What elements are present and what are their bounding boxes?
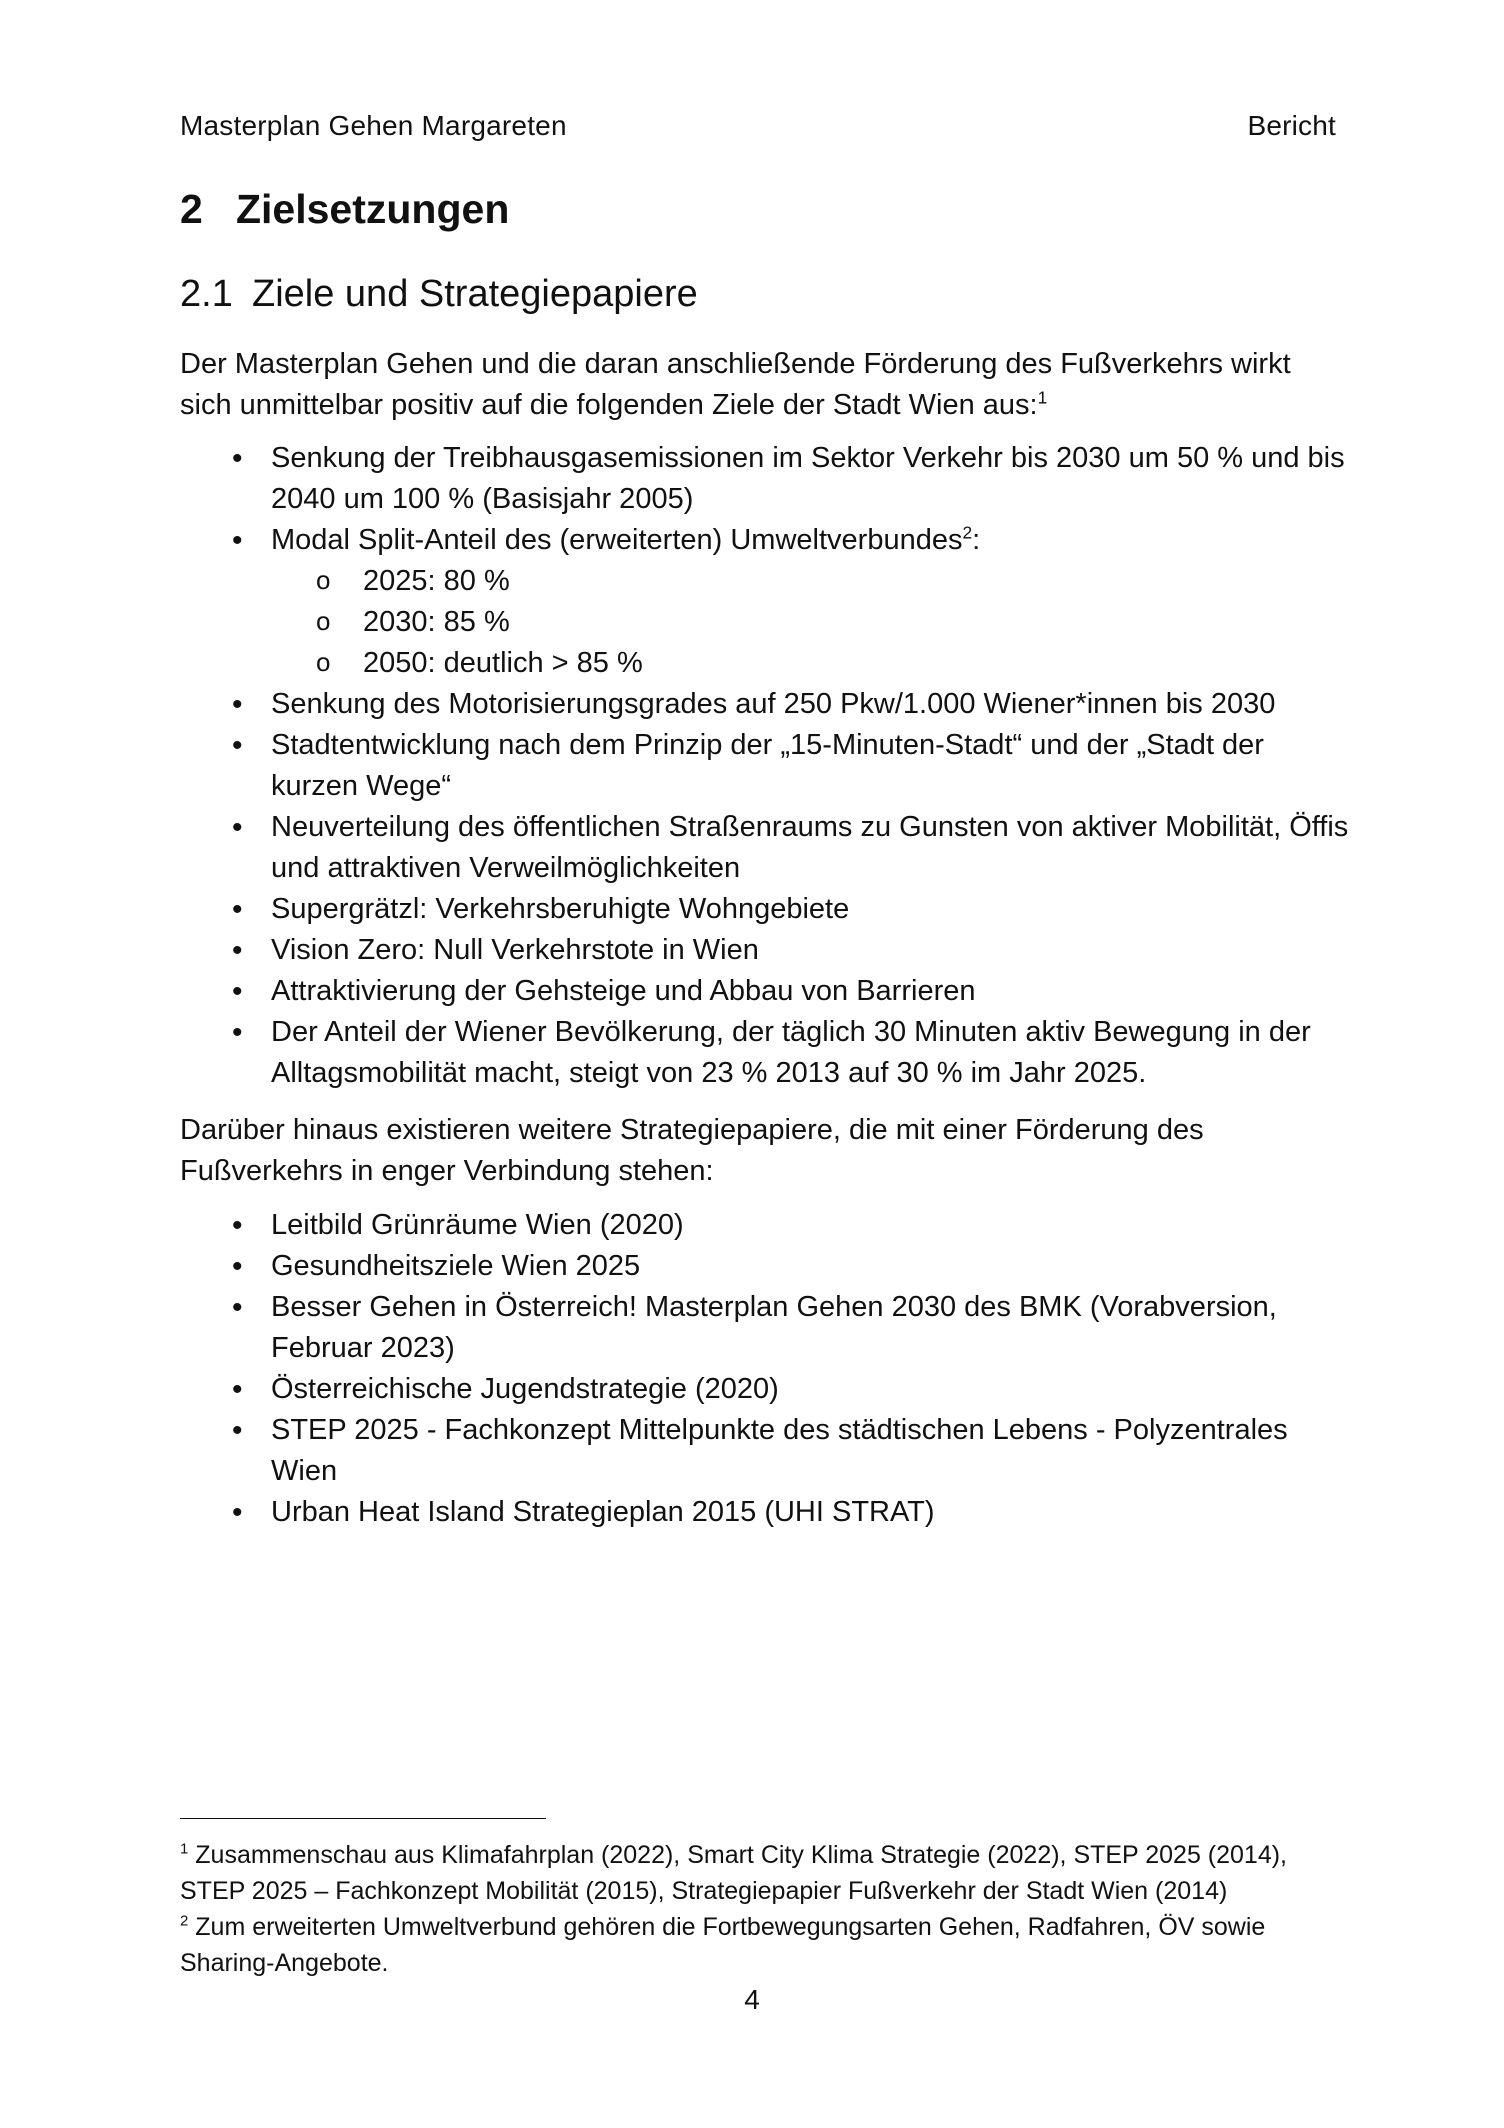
list-item: • Leitbild Grünräume Wien (2020) [180, 1205, 1350, 1246]
list-item: • Besser Gehen in Österreich! Masterplan Gehen 2030 des BMK (Vorabversion, Februar 2023) [180, 1287, 1350, 1369]
footnote-number: 1 [180, 1840, 189, 1858]
modal-split-sublist [271, 561, 1350, 684]
list-item: • Urban Heat Island Strategieplan 2015 (UHI STRAT) [180, 1492, 1350, 1533]
colon: : [972, 524, 981, 556]
footnote-ref-2: 2 [962, 522, 973, 543]
footnote-text: Zum erweiterten Umweltverbund gehören die Fortbewegungsarten Gehen, Radfahren, ÖV sowie Sharing-Angebote. [180, 1913, 1266, 1977]
footnote-1 [180, 1837, 1340, 1909]
footnote-number: 2 [180, 1912, 189, 1930]
sub-list-item: o 2030: 85 % [271, 602, 1350, 643]
intro-paragraph [180, 344, 1340, 426]
list-item: • Stadtentwicklung nach dem Prinzip der „15-Minuten-Stadt“ und der „Stadt der kurzen Wege“ [180, 725, 1350, 807]
sub-list-item: o 2050: deutlich > 85 % [271, 643, 1350, 684]
footnote-ref-1: 1 [1037, 387, 1048, 408]
intro-text: Der Masterplan Gehen und die daran anschließende Förderung des Fußverkehrs wirkt sich unmittelbar positiv auf die folgenden Ziele der Stadt Wien aus: [180, 348, 1291, 421]
list-item: • Österreichische Jugendstrategie (2020) [180, 1369, 1350, 1410]
list-item: • Der Anteil der Wiener Bevölkerung, der täglich 30 Minuten aktiv Bewegung in der Alltagsmobilität macht, steigt von 23 % 2013 auf 30 % im Jahr 2025. [180, 1012, 1350, 1094]
subsection-title: Ziele und Strategiepapiere [252, 273, 698, 315]
footnote-divider [180, 1818, 546, 1819]
running-header [180, 108, 1336, 144]
list-item: • Senkung der Treibhausgasemissionen im Sektor Verkehr bis 2030 um 50 % und bis 2040 um 100 % (Basisjahr 2005) [180, 438, 1350, 520]
list-item: • Vision Zero: Null Verkehrstote in Wien [180, 930, 1350, 971]
list-item: • Attraktivierung der Gehsteige und Abbau von Barrieren [180, 971, 1350, 1012]
footnote-2 [180, 1909, 1340, 1981]
section-number: 2 [180, 186, 203, 232]
header-section: Bericht [1247, 110, 1336, 141]
section-heading [180, 184, 509, 234]
list-item: • Neuverteilung des öffentlichen Straßenraums zu Gunsten von aktiver Mobilität, Öffis und attraktiven Verweilmöglichkeiten [180, 807, 1350, 889]
subsection-heading [180, 270, 698, 318]
list-item: • STEP 2025 - Fachkonzept Mittelpunkte des städtischen Lebens - Polyzentrales Wien [180, 1410, 1350, 1492]
section-title: Zielsetzungen [236, 186, 510, 232]
strategy-paragraph: Darüber hinaus existieren weitere Strategiepapiere, die mit einer Förderung des Fußverkehrs in enger Verbindung stehen: [180, 1114, 1204, 1187]
list-item: • Gesundheitsziele Wien 2025 [180, 1246, 1350, 1287]
goals-list [180, 438, 1350, 1094]
sub-list-item: o 2025: 80 % [271, 561, 1350, 602]
footnote-text: Zusammenschau aus Klimafahrplan (2022), Smart City Klima Strategie (2022), STEP 2025 (2014), STEP 2025 – Fachkonzept Mobilität (2015), Strategiepapier Fußverkehr der Stadt Wien (2014) [180, 1841, 1288, 1905]
subsection-number: 2.1 [180, 273, 233, 315]
list-item-text: Modal Split-Anteil des (erweiterten) Umweltverbundes [271, 524, 963, 556]
strategy-papers-list [180, 1205, 1350, 1533]
list-item: • Senkung des Motorisierungsgrades auf 250 Pkw/1.000 Wiener*innen bis 2030 [180, 684, 1350, 725]
page-number: 4 [744, 1984, 760, 2015]
footnotes [180, 1837, 1340, 1981]
list-item: • Supergrätzl: Verkehrsberuhigte Wohngebiete [180, 889, 1350, 930]
header-title: Masterplan Gehen Margareten [180, 110, 567, 141]
list-item-modal-split [180, 520, 1350, 684]
